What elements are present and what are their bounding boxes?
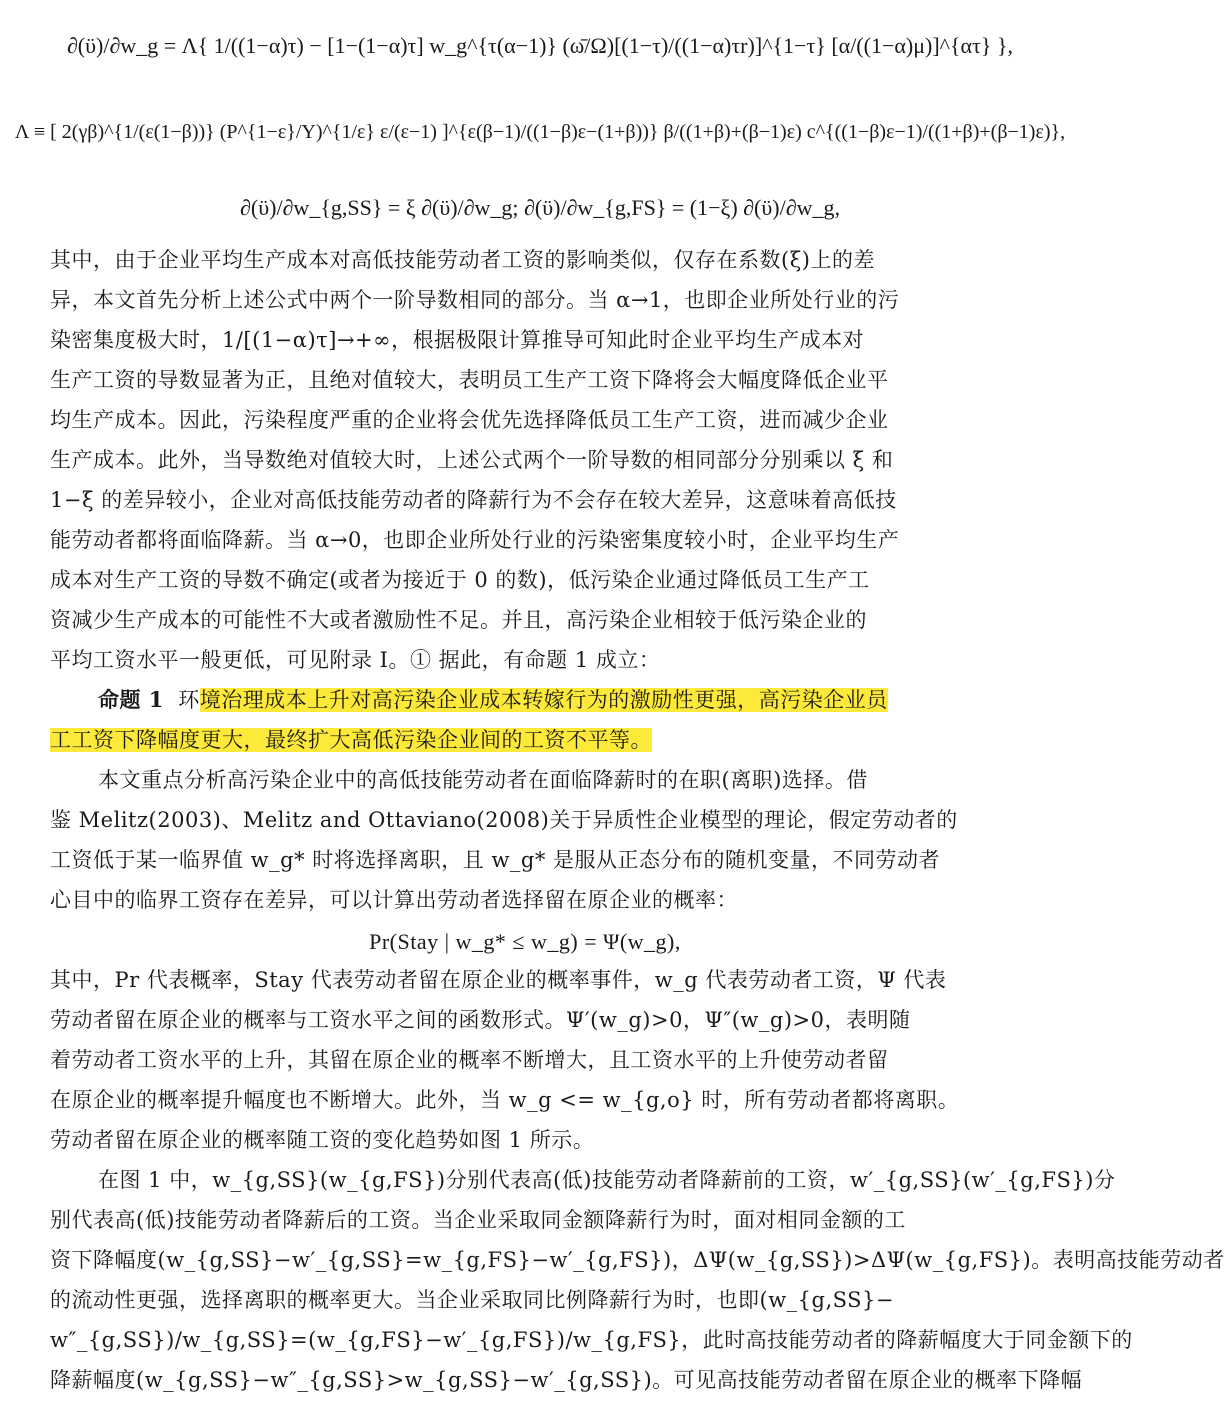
equation-stay-probability: Pr(Stay | w_g* ≤ w_g) = Ψ(w_g), xyxy=(369,929,681,954)
text-line: 本文重点分析高污染企业中的高低技能劳动者在面临降薪时的在职(离职)选择。借 xyxy=(98,768,868,792)
text-line: 其中，由于企业平均生产成本对高低技能劳动者工资的影响类似，仅存在系数(ξ)上的差 xyxy=(50,248,875,272)
text-line: 能劳动者都将面临降薪。当 α→0，也即企业所处行业的污染密集度较小时，企业平均生产 xyxy=(50,528,900,552)
proposition-line-1 xyxy=(98,680,1000,720)
equation-skill-derivatives: ∂(ϋ)/∂w_{g,SS} = ξ ∂(ϋ)/∂w_g; ∂(ϋ)/∂w_{g,FS} = (1−ξ) ∂(ϋ)/∂w_g, xyxy=(240,195,840,220)
text-line: 均生产成本。因此，污染程度严重的企业将会优先选择降低员工生产工资，进而减少企业 xyxy=(50,408,889,432)
text-line: 生产成本。此外，当导数绝对值较大时，上述公式两个一阶导数的相同部分分别乘以 ξ 和 xyxy=(50,448,894,472)
text-line: 鉴 Melitz(2003)、Melitz and Ottaviano(2008)关于异质性企业模型的理论，假定劳动者的 xyxy=(50,808,958,832)
text-line: 的流动性更强，选择离职的概率更大。当企业采取同比例降薪行为时，也即(w_{g,SS}− xyxy=(50,1288,895,1312)
text-line: 异，本文首先分析上述公式中两个一阶导数相同的部分。当 α→1，也即企业所处行业的污 xyxy=(50,288,900,312)
proposition-label: 命题 1 xyxy=(98,687,164,712)
text-line: 劳动者留在原企业的概率与工资水平之间的函数形式。Ψ′(w_g)>0，Ψ″(w_g)>0，表明随 xyxy=(50,1008,911,1032)
text-line: 降薪幅度(w_{g,SS}−w″_{g,SS}>w_{g,SS}−w′_{g,SS})。可见高技能劳动者留在原企业的概率下降幅 xyxy=(50,1368,1083,1392)
text-line: 1−ξ 的差异较小，企业对高低技能劳动者的降薪行为不会存在较大差异，这意味着高低技 xyxy=(50,488,897,512)
text-line: 其中，Pr 代表概率，Stay 代表劳动者留在原企业的概率事件，w_g 代表劳动者工资，Ψ 代表 xyxy=(50,968,947,992)
proposition-lead: 环 xyxy=(178,688,200,712)
text-line: 生产工资的导数显著为正，且绝对值较大，表明员工生产工资下降将会大幅度降低企业平 xyxy=(50,368,889,392)
text-line: 资减少生产成本的可能性不大或者激励性不足。并且，高污染企业相较于低污染企业的 xyxy=(50,608,867,632)
text-line: 平均工资水平一般更低，可见附录 Ⅰ。① 据此，有命题 1 成立： xyxy=(50,648,661,672)
highlight-text: 工工资下降幅度更大，最终扩大高低污染企业间的工资不平等。 xyxy=(50,728,652,752)
text-line: 在原企业的概率提升幅度也不断增大。此外，当 w_g <= w_{g,o} 时，所有劳动者都将离职。 xyxy=(50,1088,960,1112)
equation-lambda-definition: Λ ≡ [ 2(γβ)^{1/(ε(1−β))} (P^{1−ε}/Y)^{1/ε} ε/(ε−1) ]^{ε(β−1)/((1−β)ε−(1+β))} β/((1+β)+(β−1)ε) c^{((1−β)ε−1)/((1+β)+(β−1)ε)}, xyxy=(14,121,1066,143)
text-line: 成本对生产工资的导数不确定(或者为接近于 0 的数)，低污染企业通过降低员工生产工 xyxy=(50,568,870,592)
text-line: 工资低于某一临界值 w_g* 时将选择离职，且 w_g* 是服从正态分布的随机变量，不同劳动者 xyxy=(50,848,941,872)
text-line: w″_{g,SS})/w_{g,SS}=(w_{g,FS}−w′_{g,FS})/w_{g,FS}，此时高技能劳动者的降薪幅度大于同金额下的 xyxy=(50,1328,1133,1352)
text-line: 着劳动者工资水平的上升，其留在原企业的概率不断增大，且工资水平的上升使劳动者留 xyxy=(50,1048,889,1072)
proposition-line-2 xyxy=(50,720,652,760)
text-line: 资下降幅度(w_{g,SS}−w′_{g,SS}=w_{g,FS}−w′_{g,FS})，ΔΨ(w_{g,SS})>ΔΨ(w_{g,FS})。表明高技能劳动者 xyxy=(50,1248,1225,1272)
text-line: 染密集度极大时，1/[(1−α)τ]→+∞，根据极限计算推导可知此时企业平均生产成本对 xyxy=(50,328,865,352)
text-line: 别代表高(低)技能劳动者降薪后的工资。当企业采取同金额降薪行为时，面对相同金额的工 xyxy=(50,1208,906,1232)
text-line: 劳动者留在原企业的概率随工资的变化趋势如图 1 所示。 xyxy=(50,1128,595,1152)
text-line: 心目中的临界工资存在差异，可以计算出劳动者选择留在原企业的概率： xyxy=(50,888,738,912)
equation-partial-derivative: ∂(ϋ)/∂w_g = Λ{ 1/((1−α)τ) − [1−(1−α)τ] w_g^{τ(α−1)} (ω̄/Ω)[(1−τ)/((1−α)τr)]^{1−τ} [α/((1−α)μ)]^{ατ} }, xyxy=(66,33,1014,58)
highlight-text: 境治理成本上升对高污染企业成本转嫁行为的激励性更强，高污染企业员 xyxy=(199,688,888,712)
text-line: 在图 1 中，w_{g,SS}(w_{g,FS})分别代表高(低)技能劳动者降薪前的工资，w′_{g,SS}(w′_{g,FS})分 xyxy=(98,1168,1116,1192)
